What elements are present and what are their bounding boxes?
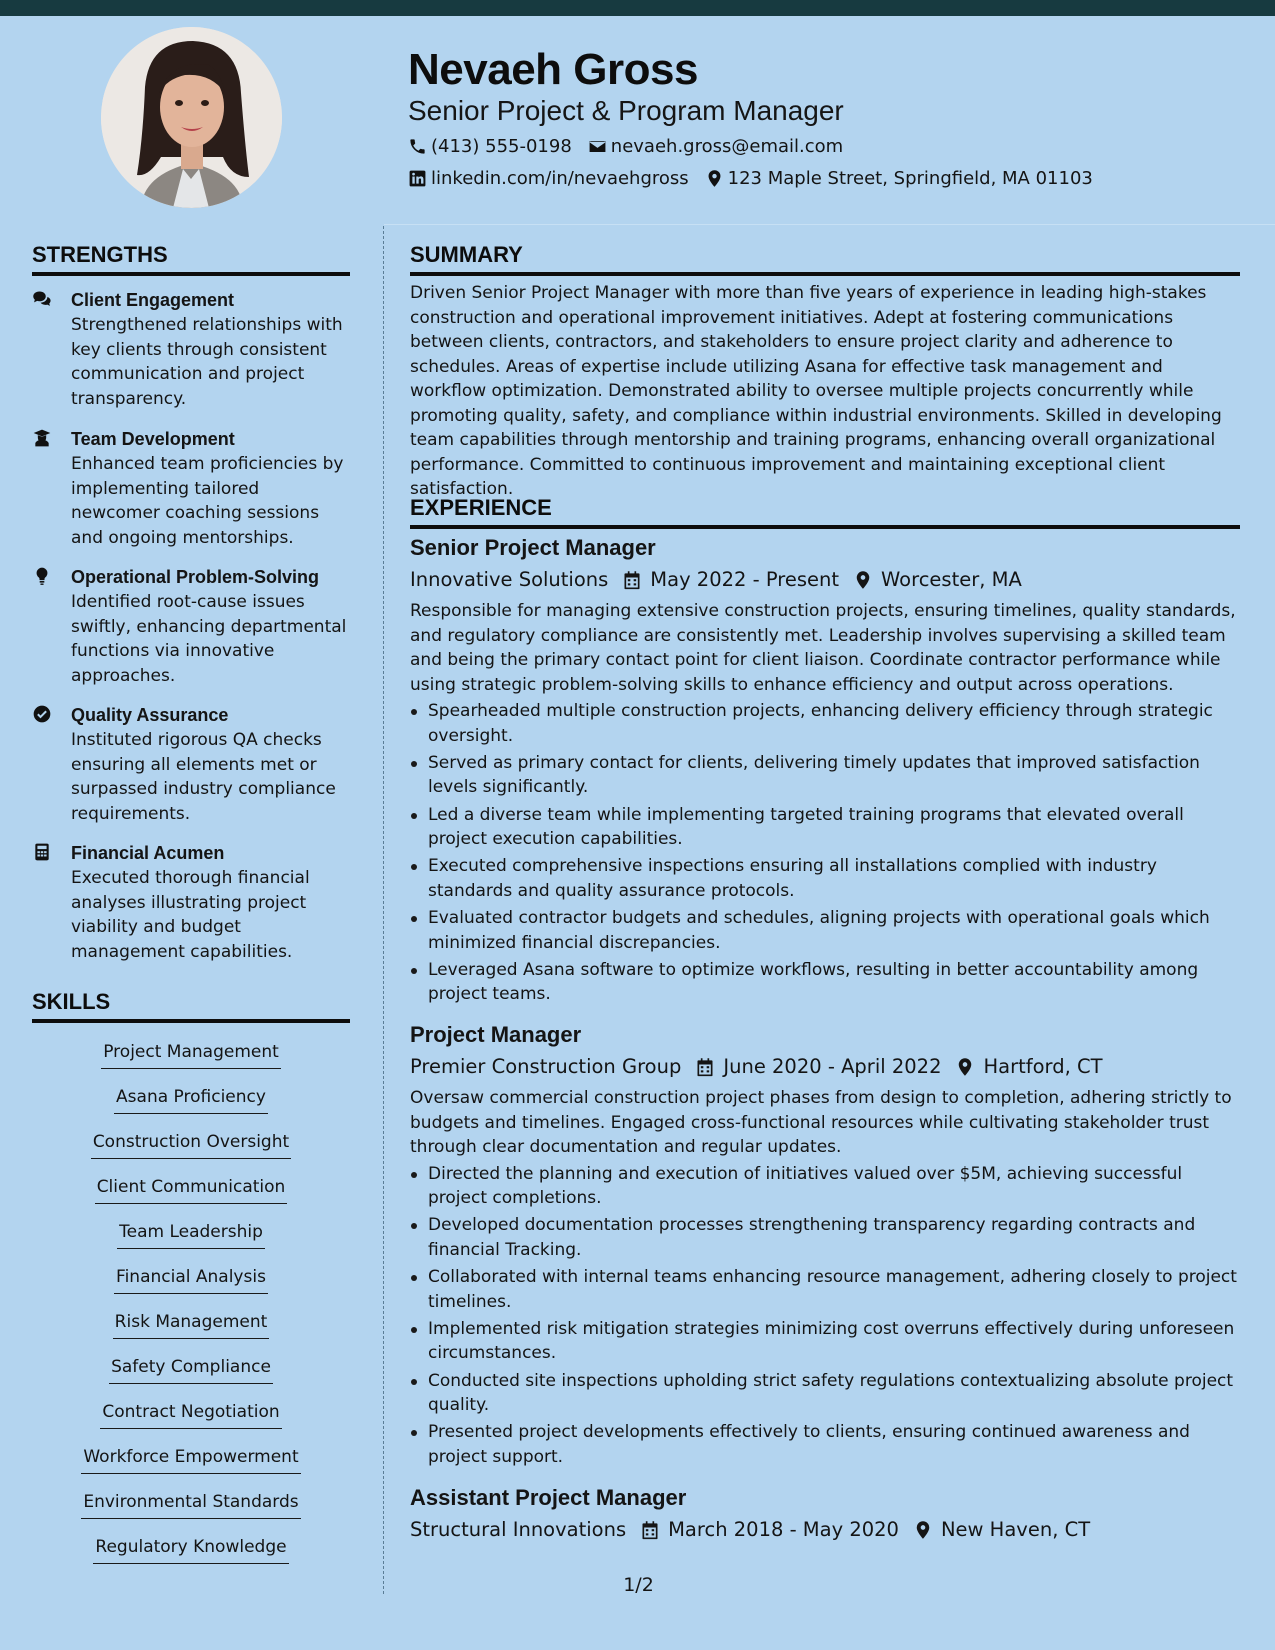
column-divider: [383, 226, 384, 1594]
calculator-icon: [32, 842, 54, 864]
strength-desc: Executed thorough financial analyses illustrating project viability and budget management capabilities.: [71, 868, 310, 962]
skill-item: Workforce Empowerment: [32, 1445, 350, 1474]
bullet-item: Presented project developments effectively to clients, ensuring continued awareness and project support.: [410, 1420, 1240, 1469]
strength-name: Quality Assurance: [71, 705, 229, 725]
strength-name: Team Development: [71, 429, 235, 449]
job-description: Responsible for managing extensive construction projects, ensuring timelines, quality standards, and regulatory compliance are consistently met. Leadership involves supervising a skilled team and being the primary contact point for client liaison. Coordinate contractor performance while using strategic problem-solving skills to enhance efficiency and output across operations.: [410, 601, 1236, 695]
bullet-item: Leveraged Asana software to optimize workflows, resulting in better accountability among project teams.: [410, 958, 1240, 1007]
job-location: New Haven, CT: [940, 1518, 1091, 1541]
job-company: Premier Construction Group: [410, 1055, 682, 1078]
job-company: Structural Innovations: [410, 1518, 627, 1541]
strength-desc: Enhanced team proficiencies by implementing tailored newcomer coaching sessions and ongoing mentorships.: [71, 454, 344, 548]
map-pin-icon: [853, 570, 873, 590]
bullet-item: Conducted site inspections upholding strict safety regulations contextualizing absolute project quality.: [410, 1369, 1240, 1418]
job-company: Innovative Solutions: [410, 568, 609, 591]
skill-item: Contract Negotiation: [32, 1400, 350, 1429]
skill-item: Environmental Standards: [32, 1490, 350, 1519]
address-text: 123 Maple Street, Springfield, MA 01103: [727, 167, 1093, 189]
calendar-icon: [622, 570, 642, 590]
lightbulb-icon: [32, 566, 54, 588]
check-circle-icon: [32, 704, 54, 726]
bullet-item: Spearheaded multiple construction projects, enhancing delivery efficiency through strategic oversight.: [410, 699, 1240, 748]
header-divider: [384, 224, 1275, 225]
skill-item: Financial Analysis: [32, 1265, 350, 1294]
top-bar: [0, 0, 1275, 16]
graduate-icon: [32, 428, 54, 450]
strength-desc: Identified root-cause issues swiftly, enhancing departmental functions via innovative approaches.: [71, 592, 347, 686]
contact-row-1: [408, 133, 859, 159]
summary-text: Driven Senior Project Manager with more than five years of experience in leading high-stakes construction and operational improvement initiatives. Adept at fostering communications between clients, contractors, and stakeholders to ensure project clarity and adherence to schedules. Areas of expertise include utilizing Asana for effective task management and workflow optimization. Demonstrated ability to oversee multiple projects concurrently while promoting quality, safety, and compliance within industrial environments. Skilled in developing team capabilities through mentorship and training programs, enhancing overall organizational performance. Committed to continuous improvement and maintaining exceptional client satisfaction.: [410, 283, 1222, 499]
linkedin-link[interactable]: linkedin.com/in/nevaehgross: [431, 167, 689, 189]
strength-desc: Strengthened relationships with key clients through consistent communication and project transparency.: [71, 315, 343, 409]
experience-heading: EXPERIENCE: [410, 493, 1240, 529]
candidate-name: Nevaeh Gross: [408, 45, 698, 94]
strength-name: Financial Acumen: [71, 843, 225, 863]
profile-photo: [101, 27, 282, 208]
skill-item: Team Leadership: [32, 1220, 350, 1249]
map-pin-icon: [913, 1520, 933, 1540]
job-title: Project Manager: [410, 1022, 582, 1047]
page-number: 1/2: [623, 1574, 654, 1596]
strength-name: Operational Problem-Solving: [71, 567, 320, 587]
skill-item: Risk Management: [32, 1310, 350, 1339]
map-pin-icon: [955, 1057, 975, 1077]
contact-address: [705, 168, 1093, 189]
skill-item: Regulatory Knowledge: [32, 1535, 350, 1564]
job-meta: [410, 1052, 1240, 1082]
skills-heading: SKILLS: [32, 987, 350, 1023]
phone-text[interactable]: (413) 555-0198: [431, 135, 572, 157]
strength-item: [32, 287, 352, 411]
candidate-title: Senior Project & Program Manager: [408, 95, 844, 126]
bullet-item: Executed comprehensive inspections ensuring all installations complied with industry standards and quality assurance protocols.: [410, 854, 1240, 903]
comments-icon: [32, 289, 54, 311]
strength-item: [32, 840, 352, 964]
job-dates: May 2022 - Present: [650, 568, 840, 591]
job-title: Assistant Project Manager: [410, 1485, 687, 1510]
skill-item: Client Communication: [32, 1175, 350, 1204]
job-meta: [410, 565, 1240, 595]
phone-icon: [408, 137, 427, 156]
strength-item: [32, 426, 352, 550]
contact-phone: [408, 136, 572, 157]
bullet-item: Led a diverse team while implementing targeted training programs that elevated overall project execution capabilities.: [410, 803, 1240, 852]
job-location: Worcester, MA: [881, 568, 1022, 591]
job-title: Senior Project Manager: [410, 535, 656, 560]
linkedin-icon: [408, 169, 427, 188]
job-bullets: [410, 1162, 1240, 1470]
skill-item: Project Management: [32, 1040, 350, 1069]
skill-item: Construction Oversight: [32, 1130, 350, 1159]
job-dates: March 2018 - May 2020: [668, 1518, 899, 1541]
bullet-item: Developed documentation processes strengthening transparency regarding contracts and financial Tracking.: [410, 1213, 1240, 1262]
skill-item: Safety Compliance: [32, 1355, 350, 1384]
contact-row-2: [408, 165, 1109, 191]
bullet-item: Directed the planning and execution of initiatives valued over $5M, achieving successful project completions.: [410, 1162, 1240, 1211]
calendar-icon: [695, 1057, 715, 1077]
contact-email: [588, 136, 843, 157]
envelope-icon: [588, 137, 607, 156]
contact-linkedin: [408, 168, 689, 189]
job-location: Hartford, CT: [983, 1055, 1103, 1078]
bullet-item: Served as primary contact for clients, delivering timely updates that improved satisfaction levels significantly.: [410, 751, 1240, 800]
job-bullets: [410, 699, 1240, 1007]
strength-item: [32, 702, 352, 826]
map-pin-icon: [705, 169, 724, 188]
skill-item: Asana Proficiency: [32, 1085, 350, 1114]
job-dates: June 2020 - April 2022: [723, 1055, 942, 1078]
bullet-item: Evaluated contractor budgets and schedules, aligning projects with operational goals which minimized financial discrepancies.: [410, 906, 1240, 955]
strength-desc: Instituted rigorous QA checks ensuring all elements met or surpassed industry compliance requirements.: [71, 730, 336, 824]
strengths-heading: STRENGTHS: [32, 240, 350, 276]
calendar-icon: [640, 1520, 660, 1540]
summary-heading: SUMMARY: [410, 240, 1240, 276]
strength-item: [32, 564, 352, 688]
bullet-item: Implemented risk mitigation strategies minimizing cost overruns effectively during unforeseen circumstances.: [410, 1317, 1240, 1366]
job-entry: [410, 1020, 1240, 1472]
email-link[interactable]: nevaeh.gross@email.com: [610, 135, 844, 157]
job-entry: [410, 533, 1240, 1010]
bullet-item: Collaborated with internal teams enhancing resource management, adhering closely to project timelines.: [410, 1265, 1240, 1314]
strength-name: Client Engagement: [71, 290, 235, 310]
job-entry: [410, 1483, 1240, 1545]
job-description: Oversaw commercial construction project phases from design to completion, adhering strictly to budgets and timelines. Engaged cross-functional resources while cultivating stakeholder trust through clear documentation and regular updates.: [410, 1088, 1232, 1157]
job-meta: [410, 1515, 1240, 1545]
